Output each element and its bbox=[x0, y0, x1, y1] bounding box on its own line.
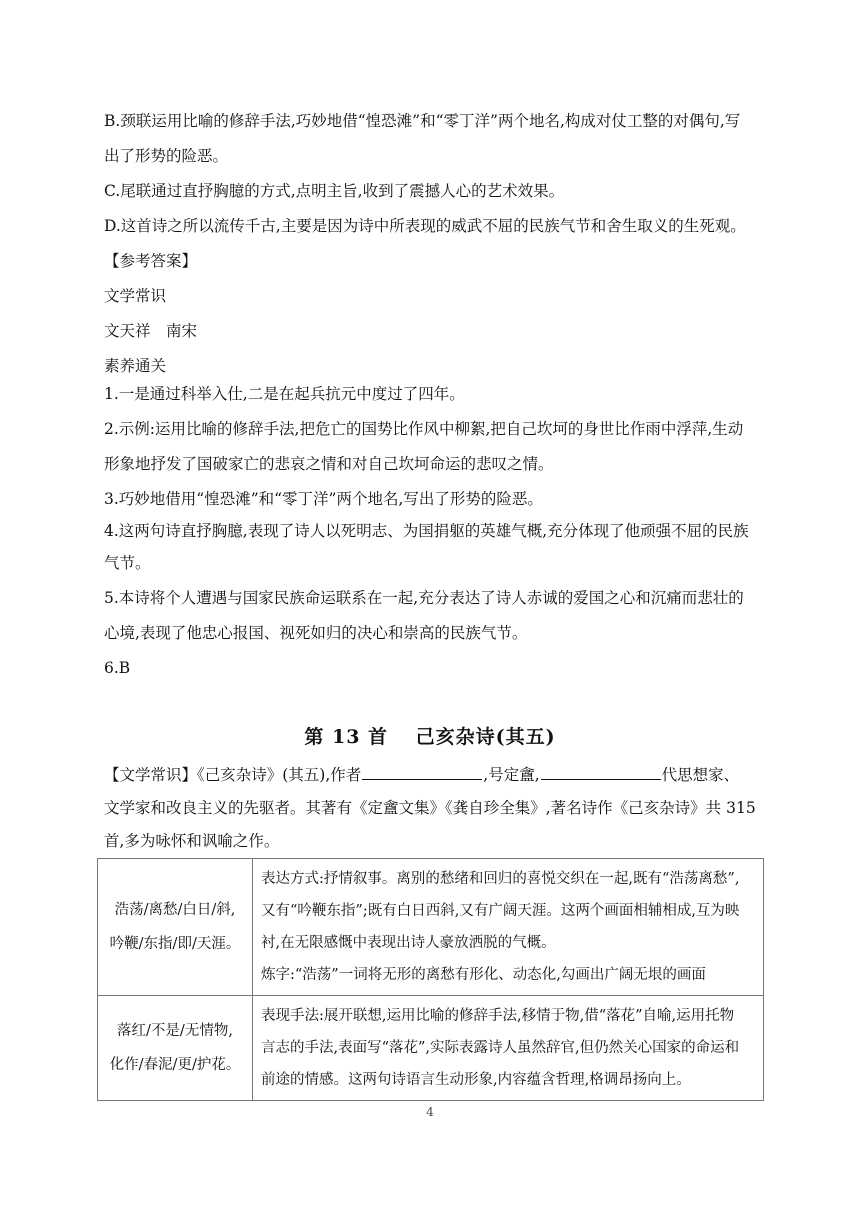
option-d: D.这首诗之所以流传千古,主要是因为诗中所表现的威武不屈的民族气节和舍生取义的生死观。 bbox=[104, 217, 746, 235]
analysis-table bbox=[97, 858, 764, 1101]
intro-line1-c: 代思想家、 bbox=[661, 766, 740, 784]
analysis-cell bbox=[253, 859, 764, 996]
poem-line: 吟鞭/东指/即/天涯。 bbox=[109, 936, 241, 952]
answer-2-line2: 形象地抒发了国破家亡的悲哀之情和对自己坎坷命运的悲叹之情。 bbox=[104, 455, 554, 473]
answer-5-line2: 心境,表现了他忠心报国、视死如归的决心和崇高的民族气节。 bbox=[104, 624, 528, 642]
page-number: 4 bbox=[426, 1105, 434, 1119]
answer-5-line1: 5.本诗将个人遭遇与国家民族命运联系在一起,充分表达了诗人赤诚的爱国之心和沉痛而悲壮的 bbox=[104, 589, 744, 607]
answer-4-line2: 气节。 bbox=[104, 554, 151, 572]
analysis-line: 炼字:“浩荡”一词将无形的离愁有形化、动态化,勾画出广阔无垠的画面 bbox=[261, 967, 706, 983]
analysis-line: 表达方式:抒情叙事。离别的愁绪和回归的喜悦交织在一起,既有“浩荡离愁”, bbox=[261, 871, 740, 887]
intro-line1-b: ,号定盦, bbox=[483, 766, 540, 784]
lit-label: 文学常识 bbox=[104, 287, 167, 305]
analysis-line: 表现手法:展开联想,运用比喻的修辞手法,移情于物,借“落花”自喻,运用托物 bbox=[261, 1008, 735, 1024]
table-row bbox=[98, 859, 764, 996]
poem-lines-cell bbox=[98, 996, 253, 1101]
option-b-line1: B.颈联运用比喻的修辞手法,巧妙地借“惶恐滩”和“零丁洋”两个地名,构成对仗工整的对偶句,写 bbox=[104, 112, 741, 130]
answer-1: 1.一是通过科举入仕,二是在起兵抗元中度过了四年。 bbox=[104, 385, 465, 403]
intro-line1 bbox=[104, 765, 764, 785]
analysis-line: 前途的情感。这两句诗语言生动形象,内容蕴含哲理,格调昂扬向上。 bbox=[261, 1072, 691, 1088]
dynasty-blank[interactable] bbox=[541, 765, 661, 780]
table-row bbox=[98, 996, 764, 1101]
section-title: 第 13 首 己亥杂诗(其五) bbox=[304, 726, 556, 748]
option-c: C.尾联通过直抒胸臆的方式,点明主旨,收到了震撼人心的艺术效果。 bbox=[104, 182, 565, 200]
lit-answer: 文天祥 南宋 bbox=[104, 322, 198, 340]
intro-line1-a: 【文学常识】《己亥杂诗》(其五),作者 bbox=[104, 766, 362, 784]
intro-line2: 文学家和改良主义的先驱者。其著有《定盦文集》《龚自珍全集》,著名诗作《己亥杂诗》共 315 bbox=[104, 799, 756, 817]
answer-4-line1: 4.这两句诗直抒胸臆,表现了诗人以死明志、为国捐躯的英雄气概,充分体现了他顽强不屈的民族 bbox=[104, 522, 749, 540]
analysis-line: 言志的手法,表面写“落花”,实际表露诗人虽然辞官,但仍然关心国家的命运和 bbox=[261, 1040, 740, 1056]
poem-line: 落红/不是/无情物, bbox=[117, 1023, 233, 1039]
answer-6: 6.B bbox=[104, 659, 131, 677]
analysis-line: 衬,在无限感慨中表现出诗人豪放洒脱的气概。 bbox=[261, 935, 556, 951]
answer-2-line1: 2.示例:运用比喻的修辞手法,把危亡的国势比作风中柳絮,把自己坎坷的身世比作雨中浮萍,生动 bbox=[104, 420, 744, 438]
poem-lines-cell bbox=[98, 859, 253, 996]
option-b-line2: 出了形势的险恶。 bbox=[104, 147, 229, 165]
answer-3: 3.巧妙地借用“惶恐滩”和“零丁洋”两个地名,写出了形势的险恶。 bbox=[104, 490, 543, 508]
skills-label: 素养通关 bbox=[104, 357, 167, 375]
answer-heading: 【参考答案】 bbox=[104, 252, 198, 270]
analysis-cell bbox=[253, 996, 764, 1101]
author-blank[interactable] bbox=[362, 765, 482, 780]
intro-line3: 首,多为咏怀和讽喻之作。 bbox=[104, 832, 280, 850]
analysis-line: 又有“吟鞭东指”;既有白日西斜,又有广阔天涯。这两个画面相辅相成,互为映 bbox=[261, 903, 740, 919]
poem-line: 化作/春泥/更/护花。 bbox=[109, 1057, 241, 1073]
poem-line: 浩荡/离愁/白日/斜, bbox=[114, 902, 236, 918]
